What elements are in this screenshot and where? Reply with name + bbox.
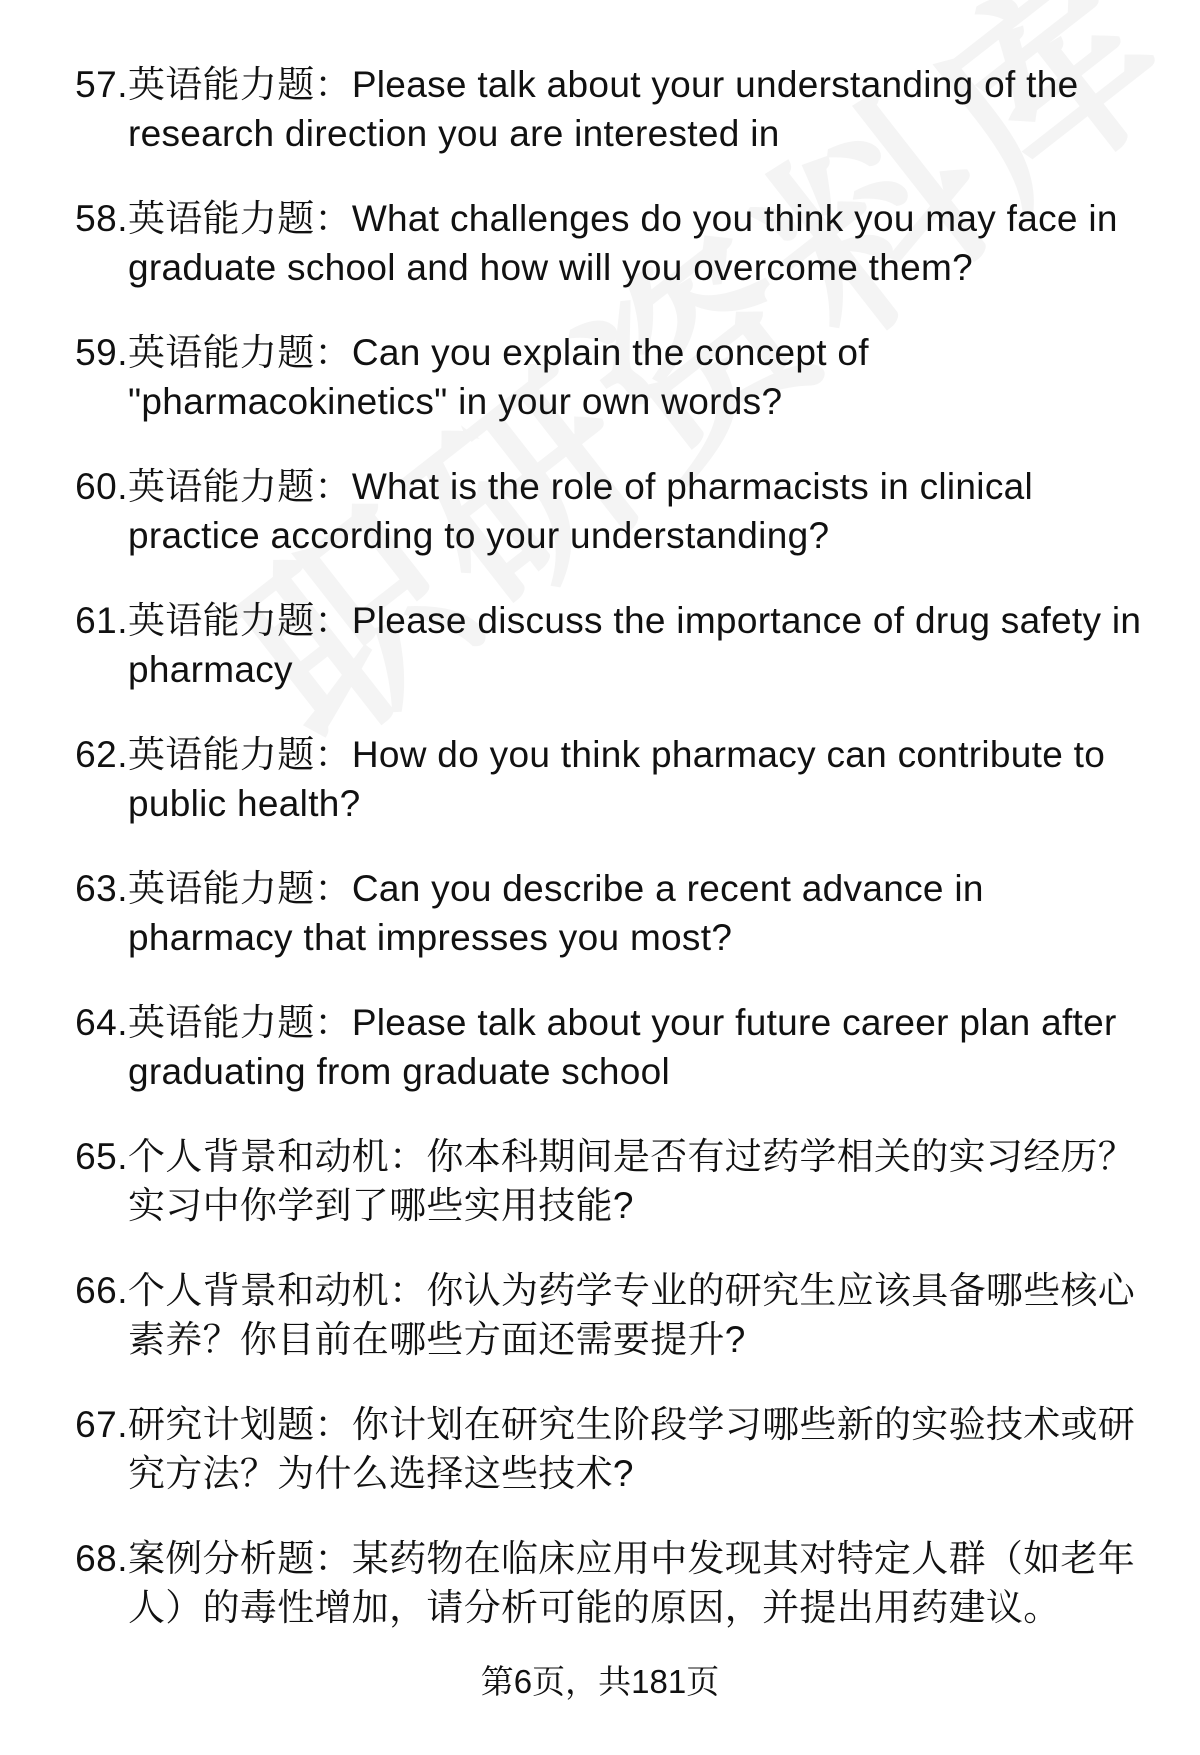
list-item: [0, 1266, 1200, 1364]
question-number: 66.: [75, 1270, 128, 1311]
list-item: [0, 730, 1200, 828]
question-text: 你本科期间是否有过药学相关的实习经历？实习中你学到了哪些实用技能?: [128, 1136, 1136, 1226]
question-category: 英语能力题：: [128, 1002, 352, 1043]
list-item: [0, 462, 1200, 560]
list-item: [0, 1400, 1200, 1498]
question-number: 62.: [75, 734, 128, 775]
list-item: [0, 596, 1200, 694]
question-body: [128, 1534, 1158, 1632]
question-text: Can you explain the concept of "pharmacokinetics" in your own words?: [128, 332, 869, 422]
question-category: 英语能力题：: [128, 466, 352, 507]
question-category: 英语能力题：: [128, 64, 352, 105]
question-body: [128, 328, 1158, 426]
question-number: 60.: [75, 466, 128, 507]
question-category: 案例分析题：: [128, 1538, 352, 1579]
question-number: 58.: [75, 198, 128, 239]
question-body: [128, 1132, 1158, 1230]
question-category: 英语能力题：: [128, 734, 352, 775]
list-item: [0, 194, 1200, 292]
page-footer-pagination: 第6页，共181页: [480, 1663, 720, 1700]
question-text: 你计划在研究生阶段学习哪些新的实验技术或研究方法？为什么选择这些技术?: [128, 1404, 1136, 1494]
question-body: [128, 998, 1158, 1096]
question-category: 个人背景和动机：: [128, 1136, 427, 1177]
question-category: 英语能力题：: [128, 332, 352, 373]
question-number: 57.: [75, 64, 128, 105]
question-category: 英语能力题：: [128, 868, 352, 909]
question-category: 英语能力题：: [128, 198, 352, 239]
question-body: [128, 1266, 1158, 1364]
question-body: [128, 60, 1158, 158]
list-item: [0, 1534, 1200, 1632]
question-list: [0, 60, 1200, 1668]
question-body: [128, 596, 1158, 694]
question-text: Please discuss the importance of drug safety in pharmacy: [128, 600, 1142, 690]
list-item: [0, 1132, 1200, 1230]
question-number: 64.: [75, 1002, 128, 1043]
question-number: 59.: [75, 332, 128, 373]
question-number: 65.: [75, 1136, 128, 1177]
question-text: What is the role of pharmacists in clinical practice according to your understanding?: [128, 466, 1034, 556]
list-item: [0, 328, 1200, 426]
question-category: 个人背景和动机：: [128, 1270, 427, 1311]
question-category: 英语能力题：: [128, 600, 352, 641]
question-number: 67.: [75, 1404, 128, 1445]
question-text: How do you think pharmacy can contribute to public health?: [128, 734, 1106, 824]
question-number: 68.: [75, 1538, 128, 1579]
question-text: 你认为药学专业的研究生应该具备哪些核心素养？你目前在哪些方面还需要提升?: [128, 1270, 1136, 1360]
question-text: 某药物在临床应用中发现其对特定人群（如老年人）的毒性增加，请分析可能的原因，并提出用药建议。: [128, 1538, 1136, 1628]
question-number: 61.: [75, 600, 128, 641]
question-number: 63.: [75, 868, 128, 909]
question-text: Please talk about your understanding of the research direction you are interested in: [128, 64, 1079, 154]
list-item: [0, 864, 1200, 962]
question-body: [128, 194, 1158, 292]
question-category: 研究计划题：: [128, 1404, 352, 1445]
list-item: [0, 60, 1200, 158]
question-body: [128, 462, 1158, 560]
list-item: [0, 998, 1200, 1096]
question-body: [128, 730, 1158, 828]
question-body: [128, 1400, 1158, 1498]
question-body: [128, 864, 1158, 962]
question-text: What challenges do you think you may face in graduate school and how will you overcome them?: [128, 198, 1118, 288]
question-text: Can you describe a recent advance in pharmacy that impresses you most?: [128, 868, 984, 958]
question-text: Please talk about your future career plan after graduating from graduate school: [128, 1002, 1117, 1092]
